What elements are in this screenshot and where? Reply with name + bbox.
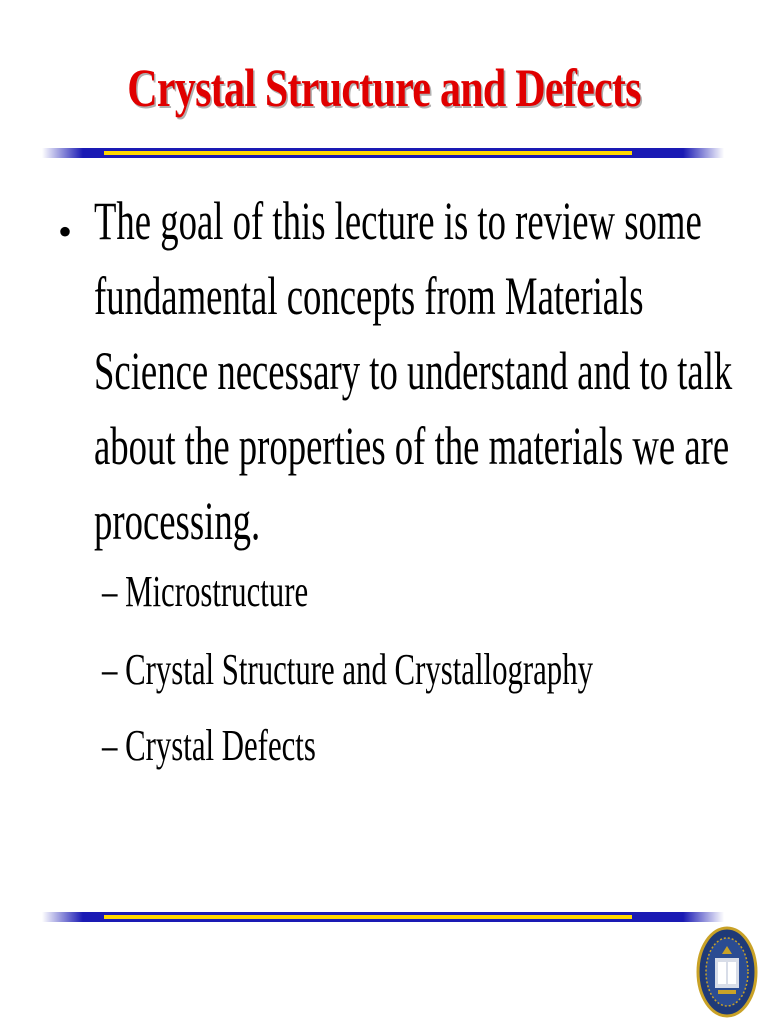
sub-bullet-crystallography: – Crystal Structure and Crystallography — [102, 645, 593, 694]
bullet-line: The goal of this lecture is to review some — [94, 191, 702, 251]
bullet-line: processing. — [94, 491, 261, 551]
bullet-marker: • — [58, 209, 73, 254]
top-divider — [42, 148, 724, 158]
bullet-line: Science necessary to understand and to talk — [94, 341, 733, 401]
bullet-line: about the properties of the materials we are — [94, 416, 730, 476]
bullet-line: fundamental concepts from Materials — [94, 266, 644, 326]
bullet-text — [94, 184, 733, 559]
sub-bullet-crystal-defects: – Crystal Defects — [102, 721, 316, 770]
slide-title: Crystal Structure and Defects — [127, 58, 641, 118]
university-seal-icon — [696, 924, 758, 1020]
sub-bullet-microstructure: – Microstructure — [102, 567, 309, 616]
bottom-divider — [42, 912, 724, 922]
